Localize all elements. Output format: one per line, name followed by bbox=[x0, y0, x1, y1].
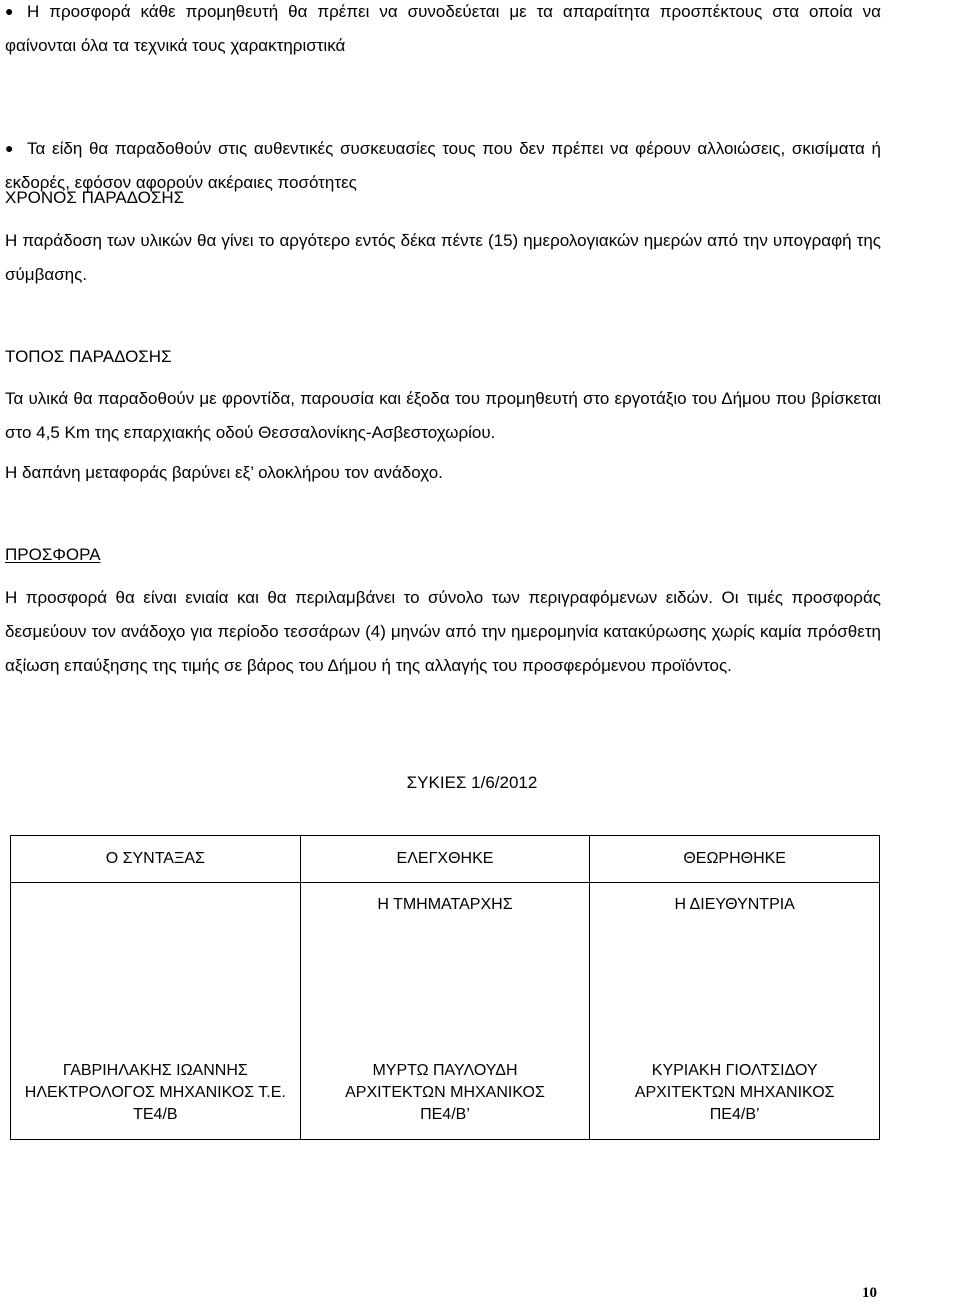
signature-table bbox=[10, 835, 880, 1140]
delivery-cost-text: Η δαπάνη μεταφοράς βαρύνει εξ’ ολοκλήρου τον ανάδοχο. bbox=[5, 463, 443, 482]
signatory-cell-checked bbox=[300, 1047, 590, 1140]
role-cell-approved: Η ΔΙΕΥΘΥΝΤΡΙΑ bbox=[590, 883, 880, 928]
delivery-place-text: Τα υλικά θα παραδοθούν με φροντίδα, παρουσία και έξοδα του προμηθευτή στο εργοτάξιο του Δήμου που βρίσκεται στο 4,5 Km της επαρχιακής οδού Θεσσαλονίκης-Ασβεστοχωρίου. bbox=[5, 389, 881, 442]
bullet-text: Τα είδη θα παραδοθούν στις αυθεντικές συσκευασίες τους που δεν πρέπει να φέρουν αλλοιώσεις, σκισίματα ή εκδορές, εφόσον αφορούν ακέραιες ποσότητες bbox=[5, 139, 881, 192]
date-line: ΣΥΚΙΕΣ 1/6/2012 bbox=[406, 773, 538, 792]
bullet-item bbox=[5, 0, 881, 63]
table-row bbox=[11, 836, 880, 883]
header-cell-approved: ΘΕΩΡΗΘΗΚΕ bbox=[590, 836, 880, 883]
bullet-text: Η προσφορά κάθε προμηθευτή θα πρέπει να συνοδεύεται με τα απαραίτητα προσπέκτους στα οποία να φαίνονται όλα τα τεχνικά τους χαρακτηριστικά bbox=[5, 2, 881, 55]
signatory-name: ΓΑΒΡΙΗΛΑΚΗΣ ΙΩΑΝΝΗΣ bbox=[62, 1062, 248, 1079]
bullet-dot-icon: ● bbox=[5, 140, 14, 156]
signatory-grade: ΤΕ4/Β bbox=[133, 1106, 178, 1123]
delivery-place-heading: ΤΟΠΟΣ ΠΑΡΑΔΟΣΗΣ bbox=[5, 347, 172, 366]
table-row bbox=[11, 883, 880, 928]
table-row-signature-space bbox=[11, 927, 880, 1047]
header-cell-checked: ΕΛΕΓΧΘΗΚΕ bbox=[300, 836, 590, 883]
delivery-time-heading: ΧΡΟΝΟΣ ΠΑΡΑΔΟΣΗΣ bbox=[5, 188, 185, 207]
page-number: 10 bbox=[862, 1285, 877, 1301]
header-cell-author: Ο ΣΥΝΤΑΞΑΣ bbox=[11, 836, 301, 883]
signatory-grade: ΠΕ4/Β’ bbox=[709, 1106, 760, 1123]
signatory-name: ΜΥΡΤΩ ΠΑΥΛΟΥΔΗ bbox=[372, 1062, 518, 1079]
offer-heading: ΠΡΟΣΦΟΡΑ bbox=[5, 545, 101, 564]
signatory-name: ΚΥΡΙΑΚΗ ΓΙΟΛΤΣΙΔΟΥ bbox=[651, 1062, 818, 1079]
signature-space bbox=[300, 927, 590, 1047]
table-row bbox=[11, 1047, 880, 1140]
signatory-title: ΗΛΕΚΤΡΟΛΟΓΟΣ ΜΗΧΑΝΙΚΟΣ Τ.Ε. bbox=[24, 1084, 286, 1101]
offer-text: Η προσφορά θα είναι ενιαία και θα περιλαμβάνει το σύνολο των περιγραφόμενων ειδών. Οι τιμές προσφοράς δεσμεύουν τον ανάδοχο για περίοδο τεσσάρων (4) μηνών από την ημερομηνία κατακύρωσης χωρίς καμία πρόσθετη αξίωση επαύξησης της τιμής σε βάρος του Δήμου ή της αλλαγής του προσφερόμενου προϊόντος. bbox=[5, 588, 881, 675]
signatory-cell-author bbox=[11, 1047, 301, 1140]
signature-space bbox=[590, 927, 880, 1047]
bullet-dot-icon: ● bbox=[5, 3, 14, 19]
signatory-grade: ΠΕ4/Β’ bbox=[420, 1106, 470, 1123]
signatory-title: ΑΡΧΙΤΕΚΤΩΝ ΜΗΧΑΝΙΚΟΣ bbox=[345, 1084, 545, 1101]
signatory-cell-approved bbox=[590, 1047, 880, 1140]
delivery-time-text: Η παράδοση των υλικών θα γίνει το αργότερο εντός δέκα πέντε (15) ημερολογιακών ημερών από την υπογραφή της σύμβασης. bbox=[5, 231, 881, 284]
signature-space bbox=[11, 927, 301, 1047]
role-cell-checked: Η ΤΜΗΜΑΤΑΡΧΗΣ bbox=[300, 883, 590, 928]
role-cell-author bbox=[11, 883, 301, 928]
signatory-title: ΑΡΧΙΤΕΚΤΩΝ ΜΗΧΑΝΙΚΟΣ bbox=[634, 1084, 835, 1101]
